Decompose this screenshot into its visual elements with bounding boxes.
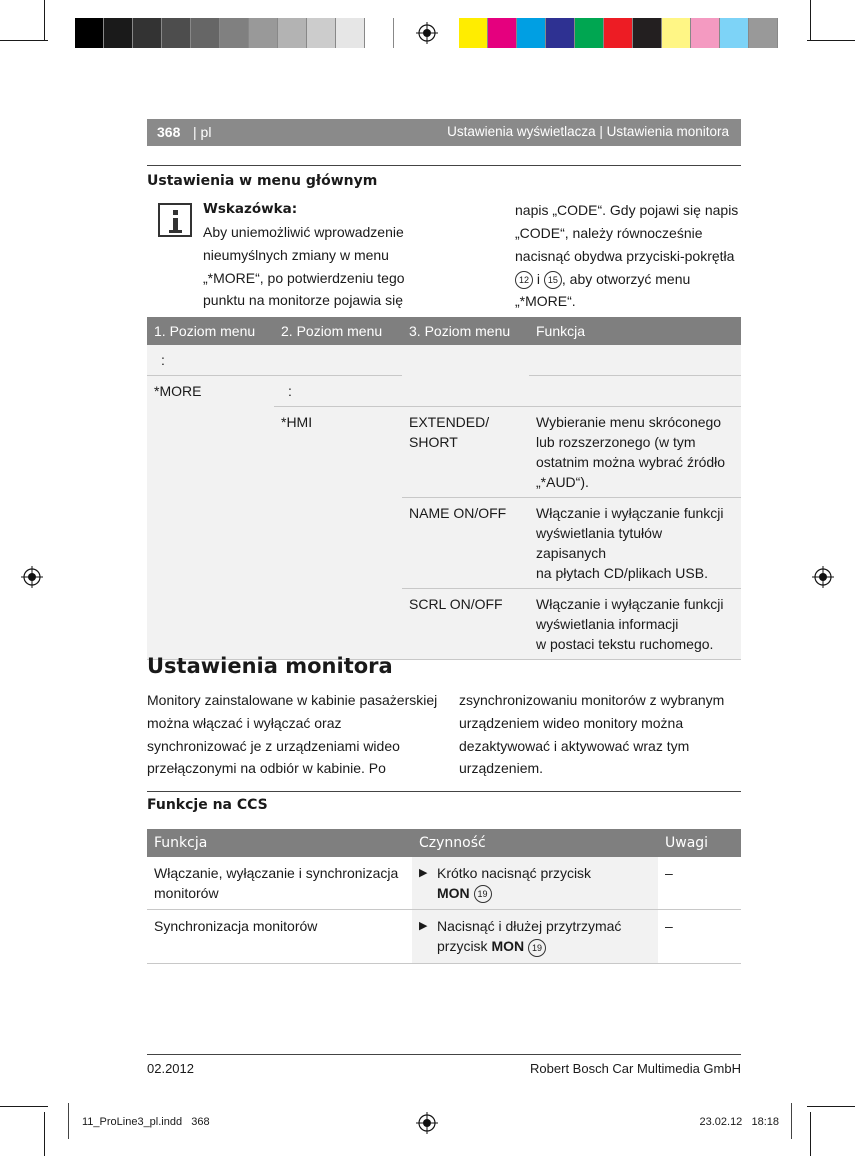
slug-timestamp: 23.02.12 18:18 xyxy=(699,1116,779,1128)
column-header: Funkcja xyxy=(529,317,741,345)
column-header: Uwagi xyxy=(658,829,741,857)
column-header: 2. Poziom menu xyxy=(274,317,402,345)
table-cell xyxy=(412,857,658,910)
control-number-badge: 12 xyxy=(515,271,533,289)
column-header: Funkcja xyxy=(147,829,412,857)
table-cell: EXTENDED/ SHORT xyxy=(402,407,529,498)
column-header: 3. Poziom menu xyxy=(402,317,529,345)
crop-mark xyxy=(0,40,48,41)
table-header-row xyxy=(147,829,741,857)
note-text-right: napis „CODE“. Gdy pojawi się napis „CODE“, należy równocześnie nacisnąć obydwa przyciski-pokrętła xyxy=(515,202,739,264)
table-cell xyxy=(529,376,741,407)
color-swatch xyxy=(691,18,720,48)
table-row xyxy=(147,345,741,376)
color-swatch xyxy=(459,18,488,48)
note-text-left: Aby uniemożliwić wprowadzenie nieumyślnych zmiany w menu „*MORE“, po potwierdzeniu tego punktu na monitorze pojawia się xyxy=(203,224,405,309)
page-number: 368 xyxy=(157,124,181,140)
arrow-right-icon: ▶ xyxy=(419,867,428,879)
column-header: Czynność xyxy=(412,829,658,857)
color-swatch xyxy=(365,18,394,48)
table-cell: NAME ON/OFF xyxy=(402,498,529,589)
header-title: Ustawienia wyświetlacza | Ustawienia monitora xyxy=(447,124,729,139)
language-code: | pl xyxy=(193,124,212,140)
color-swatch xyxy=(75,18,104,48)
table-cell: – xyxy=(658,857,741,910)
crop-mark xyxy=(807,40,855,41)
crop-mark xyxy=(0,1106,48,1107)
table-cell: Synchronizacja monitorów xyxy=(147,910,412,963)
crop-mark xyxy=(807,1106,855,1107)
page-header xyxy=(147,119,741,146)
ccs-functions-table xyxy=(147,829,741,964)
action-text: Krótko nacisnąć przycisk xyxy=(437,865,592,881)
action-text: przycisk xyxy=(437,938,488,955)
monitor-paragraph-left: Monitory zainstalowane w kabinie pasażerskiej można włączać i wyłączać oraz synchronizować je z urządzeniami wideo przełączonymi na odbiór w kabinie. Po xyxy=(147,692,438,777)
slug-file: 11_ProLine3_pl.indd 368 xyxy=(82,1116,210,1128)
arrow-right-icon: ▶ xyxy=(419,920,428,933)
button-name: MON xyxy=(437,885,470,901)
color-swatch xyxy=(633,18,662,48)
crop-mark xyxy=(810,0,811,40)
color-swatch xyxy=(307,18,336,48)
crop-mark xyxy=(44,1112,45,1156)
color-swatch xyxy=(546,18,575,48)
registration-mark-icon xyxy=(416,22,438,44)
table-cell xyxy=(274,345,402,376)
table-row xyxy=(147,857,741,910)
table-cell xyxy=(412,910,658,963)
color-swatch xyxy=(104,18,133,48)
registration-mark-icon xyxy=(21,566,43,588)
color-swatch xyxy=(220,18,249,48)
section-title: Ustawienia monitora xyxy=(147,654,393,678)
divider xyxy=(147,791,741,792)
table-cell: : xyxy=(274,376,402,407)
table-header-row xyxy=(147,317,741,345)
divider xyxy=(147,165,741,166)
crop-mark xyxy=(44,0,45,40)
process-color-bar xyxy=(459,18,778,48)
section-heading: Funkcje na CCS xyxy=(147,797,268,813)
table-cell: *HMI xyxy=(274,407,402,660)
color-swatch xyxy=(517,18,546,48)
color-swatch xyxy=(604,18,633,48)
table-cell xyxy=(529,345,741,376)
color-swatch xyxy=(488,18,517,48)
note-text-right-line4 xyxy=(515,268,690,290)
table-cell: Wybieranie menu skróconego lub rozszerzonego (w tym ostatnim można wybrać źródło „*AUD“). xyxy=(529,407,741,498)
button-name: MON xyxy=(491,938,525,955)
grayscale-color-bar xyxy=(75,18,394,48)
color-swatch xyxy=(749,18,778,48)
footer-date: 02.2012 xyxy=(147,1061,194,1076)
info-icon xyxy=(158,203,192,237)
action-text: Nacisnąć i dłużej przytrzymać xyxy=(437,918,622,935)
table-cell: SCRL ON/OFF xyxy=(402,589,529,660)
crop-mark xyxy=(810,1112,811,1156)
color-swatch xyxy=(720,18,749,48)
control-number-badge: 19 xyxy=(474,885,492,903)
color-swatch xyxy=(191,18,220,48)
divider xyxy=(147,1054,741,1055)
note-title: Wskazówka: xyxy=(203,201,298,217)
control-number-badge: 19 xyxy=(528,939,546,957)
column-header: 1. Poziom menu xyxy=(147,317,274,345)
note-text-right-end: „*MORE“. xyxy=(515,293,576,309)
color-swatch xyxy=(278,18,307,48)
color-swatch xyxy=(162,18,191,48)
table-cell: – xyxy=(658,910,741,963)
table-cell: Włączanie i wyłączanie funkcji wyświetlania tytułów zapisanych na płytach CD/plikach USB. xyxy=(529,498,741,589)
registration-mark-icon xyxy=(812,566,834,588)
section-heading: Ustawienia w menu głównym xyxy=(147,173,378,189)
table-cell: Włączanie, wyłączanie i synchronizacja monitorów xyxy=(147,857,412,910)
control-number-badge: 15 xyxy=(544,271,562,289)
color-swatch xyxy=(133,18,162,48)
menu-levels-table xyxy=(147,317,741,660)
note-text-conjunction: i xyxy=(536,271,541,287)
color-swatch xyxy=(336,18,365,48)
footer-company: Robert Bosch Car Multimedia GmbH xyxy=(530,1061,741,1076)
color-swatch xyxy=(575,18,604,48)
table-cell: Włączanie i wyłączanie funkcji wyświetlania informacji w postaci tekstu ruchomego. xyxy=(529,589,741,660)
note-text-fragment: , aby otworzyć menu xyxy=(561,271,691,287)
table-cell xyxy=(402,345,529,407)
table-cell: *MORE xyxy=(147,376,274,660)
monitor-paragraph-right: zsynchronizowaniu monitorów z wybranym urządzeniem wideo monitory można dezaktywować i aktywować wraz tym urządzeniem. xyxy=(459,692,725,777)
table-cell: : xyxy=(147,345,274,376)
color-swatch xyxy=(249,18,278,48)
color-swatch xyxy=(662,18,691,48)
table-row xyxy=(147,910,741,963)
